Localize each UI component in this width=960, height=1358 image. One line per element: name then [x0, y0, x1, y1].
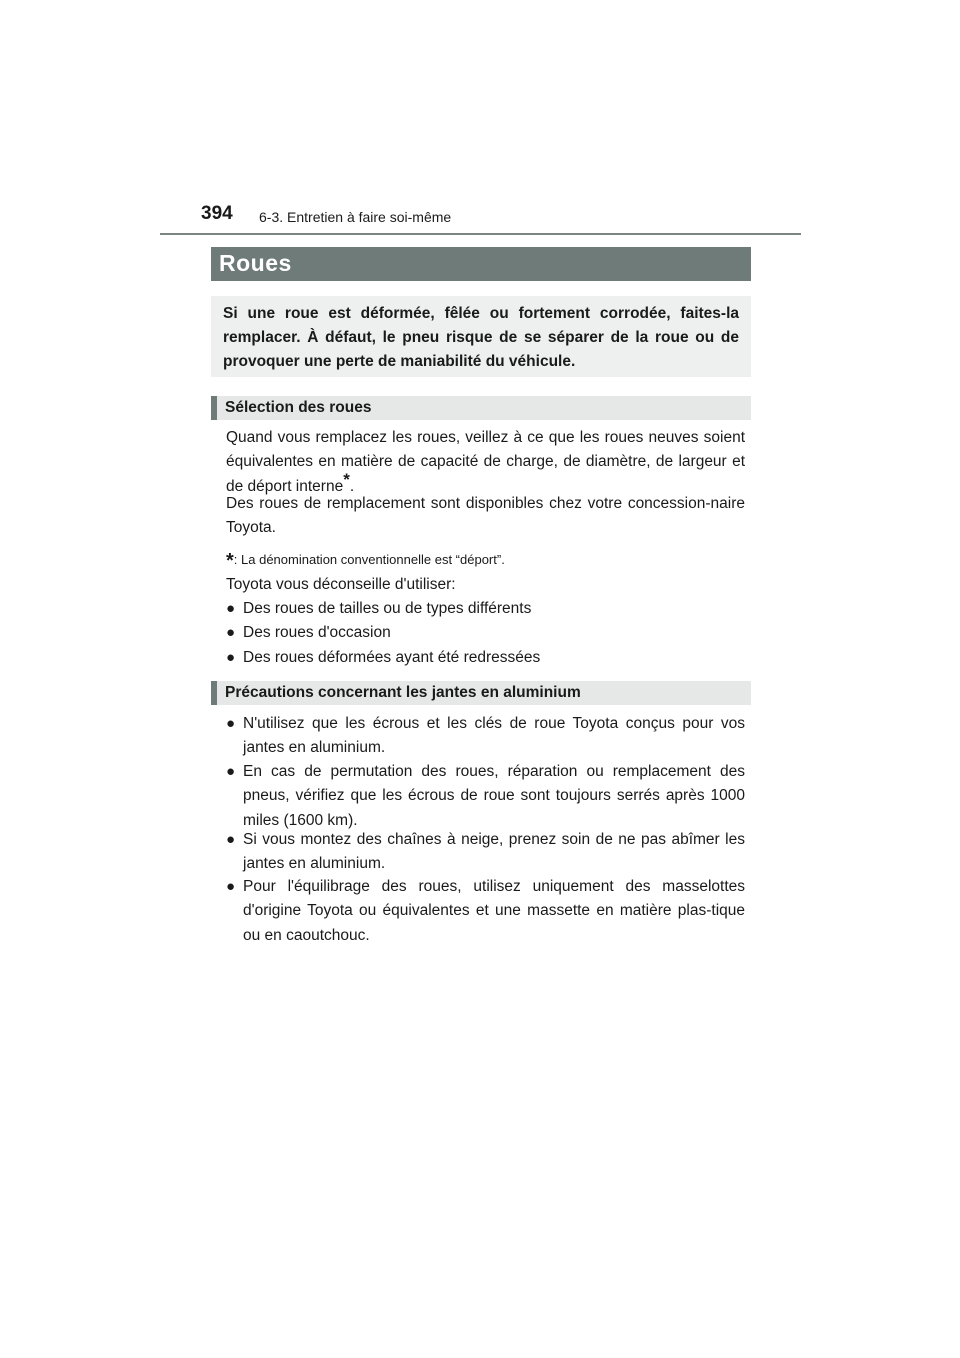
list-item [226, 760, 745, 833]
list-item [226, 875, 745, 948]
list-item-text: Si vous montez des chaînes à neige, prenez soin de ne pas abîmer les jantes en aluminium. [243, 831, 745, 873]
bullet-icon: ● [226, 831, 236, 848]
heading-marker [211, 396, 217, 420]
bullet-icon: ● [226, 878, 236, 895]
list-item [226, 597, 745, 621]
footnote [226, 547, 745, 570]
page-title: Roues [219, 250, 292, 276]
list-item-text: En cas de permutation des roues, réparation ou remplacement des pneus, vérifiez que les écrous de roue sont toujours serrés après 1000 miles (1600 km). [243, 763, 745, 829]
bullet-icon: ● [226, 763, 236, 780]
title-bar [211, 247, 751, 281]
bullet-icon: ● [226, 600, 236, 617]
sub-heading-label: Sélection des roues [225, 399, 372, 416]
list-item-text: Des roues déformées ayant été redressées [243, 649, 541, 666]
sub-heading-selection [211, 396, 751, 420]
list-item-text: Des roues de tailles ou de types différents [243, 600, 532, 617]
page-number: 394 [201, 203, 233, 224]
list-item [226, 646, 745, 670]
selection-paragraph-1 [226, 426, 745, 499]
list-item-text: Pour l'équilibrage des roues, utilisez uniquement des masselottes d'origine Toyota ou équivalentes et une massette en matière plas-tique ou en caoutchouc. [243, 878, 745, 944]
bullet-icon: ● [226, 649, 236, 666]
selection-paragraph-2: Des roues de remplacement sont disponibles chez votre concession-naire Toyota. [226, 495, 745, 537]
list-item [226, 712, 745, 761]
bullet-icon: ● [226, 624, 236, 641]
list-item-text: Des roues d'occasion [243, 624, 391, 641]
footnote-star: * [226, 550, 234, 572]
footnote-text: : La dénomination conventionnelle est “déport”. [233, 552, 505, 567]
advice-intro: Toyota vous déconseille d'utiliser: [226, 576, 456, 593]
sub-heading-label: Précautions concernant les jantes en aluminium [225, 684, 581, 701]
paragraph-end: . [349, 477, 355, 495]
paragraph-text: Quand vous remplacez les roues, veillez à ce que les roues neuves soient équivalentes en matière de capacité de charge, de diamètre, de largeur et de déport interne [226, 429, 745, 495]
list-item [226, 828, 745, 877]
bullet-icon: ● [226, 715, 236, 732]
list-item-text: N'utilisez que les écrous et les clés de roue Toyota conçus pour vos jantes en aluminium. [243, 715, 745, 757]
header-rule [160, 233, 801, 235]
sub-heading-aluminium [211, 681, 751, 705]
heading-marker [211, 681, 217, 705]
footnote-mark: * [343, 469, 350, 489]
list-item [226, 621, 745, 645]
intro-text: Si une roue est déformée, fêlée ou fortement corrodée, faites-la remplacer. À défaut, le pneu risque de se séparer de la roue ou de provoquer une perte de maniabilité du véhicule. [223, 305, 739, 370]
intro-box [211, 296, 751, 377]
section-reference: 6-3. Entretien à faire soi-même [259, 209, 452, 225]
